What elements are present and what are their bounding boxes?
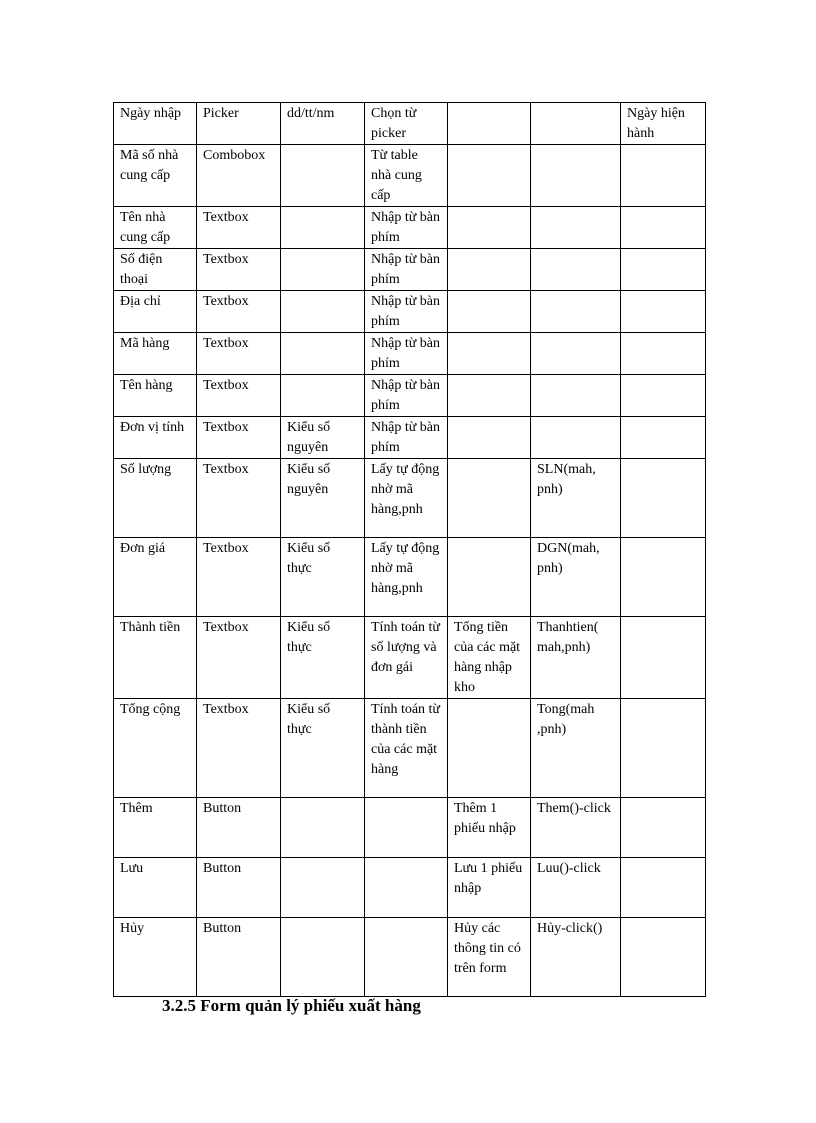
table-row — [114, 617, 706, 699]
cell-field-name: Mã số nhà cung cấp — [114, 145, 197, 207]
cell-data-type — [281, 249, 365, 291]
cell-control-type: Textbox — [197, 375, 281, 417]
cell-description — [448, 103, 531, 145]
cell-field-name: Số điện thoại — [114, 249, 197, 291]
cell-function: SLN(mah, pnh) — [531, 459, 621, 538]
cell-field-name: Địa chỉ — [114, 291, 197, 333]
cell-data-type — [281, 333, 365, 375]
table-row — [114, 291, 706, 333]
cell-input-source — [365, 798, 448, 858]
cell-field-name: Tên hàng — [114, 375, 197, 417]
cell-function: Them()-click — [531, 798, 621, 858]
cell-control-type: Picker — [197, 103, 281, 145]
cell-input-source: Nhập từ bàn phím — [365, 249, 448, 291]
cell-input-source: Chọn từ picker — [365, 103, 448, 145]
cell-input-source: Lấy tự động nhờ mã hàng,pnh — [365, 538, 448, 617]
cell-field-name: Thành tiền — [114, 617, 197, 699]
cell-data-type: Kiểu số thực — [281, 617, 365, 699]
cell-data-type: Kiểu số thực — [281, 699, 365, 798]
cell-function — [531, 249, 621, 291]
cell-data-type: dd/tt/nm — [281, 103, 365, 145]
cell-function: Hủy-click() — [531, 918, 621, 997]
cell-default-value — [621, 333, 706, 375]
cell-input-source — [365, 918, 448, 997]
cell-function — [531, 103, 621, 145]
cell-control-type: Textbox — [197, 291, 281, 333]
cell-description: Hủy các thông tin có trên form — [448, 918, 531, 997]
cell-default-value — [621, 459, 706, 538]
table-row — [114, 858, 706, 918]
table-row — [114, 699, 706, 798]
cell-control-type: Combobox — [197, 145, 281, 207]
cell-default-value: Ngày hiện hành — [621, 103, 706, 145]
cell-control-type: Button — [197, 798, 281, 858]
cell-description — [448, 207, 531, 249]
cell-input-source — [365, 858, 448, 918]
cell-description — [448, 538, 531, 617]
table-row — [114, 918, 706, 997]
cell-default-value — [621, 918, 706, 997]
cell-default-value — [621, 145, 706, 207]
cell-control-type: Textbox — [197, 459, 281, 538]
table-row — [114, 207, 706, 249]
cell-default-value — [621, 417, 706, 459]
cell-field-name: Đơn vị tính — [114, 417, 197, 459]
cell-input-source: Nhập từ bàn phím — [365, 291, 448, 333]
cell-function — [531, 207, 621, 249]
cell-function — [531, 375, 621, 417]
cell-description — [448, 375, 531, 417]
cell-field-name: Hủy — [114, 918, 197, 997]
cell-input-source: Tính toán từ thành tiền của các mặt hàng — [365, 699, 448, 798]
section-heading: 3.2.5 Form quản lý phiếu xuất hàng — [162, 996, 421, 1015]
table-row — [114, 145, 706, 207]
cell-description: Tổng tiền của các mặt hàng nhập kho — [448, 617, 531, 699]
table-row — [114, 417, 706, 459]
cell-input-source: Từ table nhà cung cấp — [365, 145, 448, 207]
cell-description: Lưu 1 phiếu nhập — [448, 858, 531, 918]
cell-data-type: Kiểu số nguyên — [281, 417, 365, 459]
cell-field-name: Mã hàng — [114, 333, 197, 375]
cell-description — [448, 417, 531, 459]
cell-data-type — [281, 291, 365, 333]
table-row — [114, 538, 706, 617]
cell-field-name: Ngày nhập — [114, 103, 197, 145]
cell-default-value — [621, 617, 706, 699]
cell-data-type: Kiểu số nguyên — [281, 459, 365, 538]
cell-data-type — [281, 918, 365, 997]
cell-field-name: Thêm — [114, 798, 197, 858]
cell-input-source: Nhập từ bàn phím — [365, 333, 448, 375]
table-row — [114, 375, 706, 417]
cell-data-type — [281, 798, 365, 858]
cell-data-type: Kiểu số thực — [281, 538, 365, 617]
table-row — [114, 798, 706, 858]
cell-data-type — [281, 858, 365, 918]
cell-description — [448, 145, 531, 207]
cell-description — [448, 333, 531, 375]
table-row — [114, 333, 706, 375]
cell-default-value — [621, 538, 706, 617]
cell-control-type: Textbox — [197, 207, 281, 249]
cell-control-type: Textbox — [197, 538, 281, 617]
cell-data-type — [281, 375, 365, 417]
cell-function — [531, 291, 621, 333]
cell-description: Thêm 1 phiếu nhập — [448, 798, 531, 858]
cell-function — [531, 145, 621, 207]
cell-description — [448, 459, 531, 538]
spec-table — [113, 102, 706, 997]
cell-data-type — [281, 145, 365, 207]
cell-input-source: Nhập từ bàn phím — [365, 375, 448, 417]
table-row — [114, 249, 706, 291]
table-row — [114, 103, 706, 145]
cell-field-name: Tổng cộng — [114, 699, 197, 798]
cell-function: DGN(mah, pnh) — [531, 538, 621, 617]
cell-description — [448, 291, 531, 333]
cell-field-name: Số lượng — [114, 459, 197, 538]
cell-input-source: Nhập từ bàn phím — [365, 207, 448, 249]
cell-input-source: Nhập từ bàn phím — [365, 417, 448, 459]
cell-control-type: Textbox — [197, 417, 281, 459]
cell-description — [448, 699, 531, 798]
cell-default-value — [621, 858, 706, 918]
cell-default-value — [621, 207, 706, 249]
cell-control-type: Button — [197, 918, 281, 997]
cell-default-value — [621, 798, 706, 858]
cell-description — [448, 249, 531, 291]
cell-default-value — [621, 375, 706, 417]
cell-control-type: Textbox — [197, 617, 281, 699]
cell-function — [531, 333, 621, 375]
cell-function: Luu()-click — [531, 858, 621, 918]
cell-field-name: Lưu — [114, 858, 197, 918]
cell-input-source: Tính toán từ số lượng và đơn gái — [365, 617, 448, 699]
cell-default-value — [621, 291, 706, 333]
cell-function: Tong(mah ,pnh) — [531, 699, 621, 798]
cell-function: Thanhtien( mah,pnh) — [531, 617, 621, 699]
cell-function — [531, 417, 621, 459]
cell-control-type: Textbox — [197, 333, 281, 375]
cell-field-name: Đơn giá — [114, 538, 197, 617]
cell-default-value — [621, 699, 706, 798]
cell-control-type: Textbox — [197, 249, 281, 291]
cell-default-value — [621, 249, 706, 291]
cell-field-name: Tên nhà cung cấp — [114, 207, 197, 249]
cell-data-type — [281, 207, 365, 249]
cell-control-type: Button — [197, 858, 281, 918]
cell-control-type: Textbox — [197, 699, 281, 798]
table-row — [114, 459, 706, 538]
cell-input-source: Lấy tự động nhờ mã hàng,pnh — [365, 459, 448, 538]
